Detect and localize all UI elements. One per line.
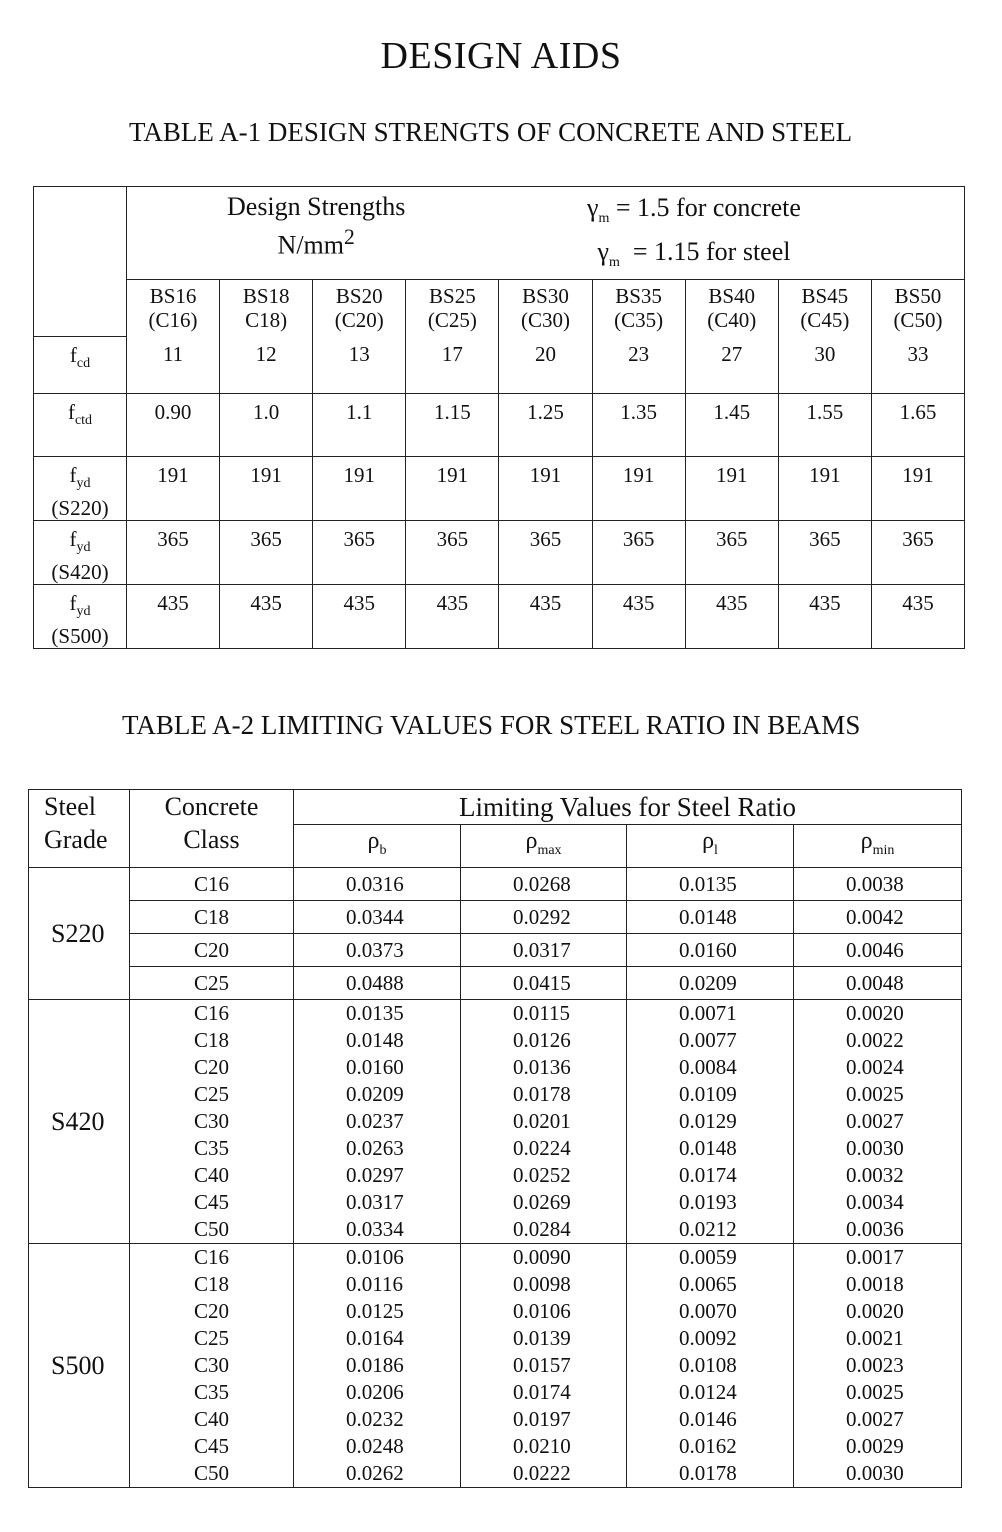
row-label bbox=[34, 393, 127, 456]
concrete-class-cell: C45 bbox=[130, 1189, 294, 1216]
table-cell: 191 bbox=[313, 456, 406, 520]
table-cell: 11 bbox=[127, 336, 220, 393]
concrete-class-cell: C18 bbox=[130, 1027, 294, 1054]
table-cell: 12 bbox=[220, 336, 313, 393]
gamma-sub: m bbox=[608, 255, 620, 271]
ratio-cell: 0.0106 bbox=[294, 1244, 461, 1272]
ratio-cell: 0.0034 bbox=[794, 1189, 962, 1216]
grade-header-bs30 bbox=[499, 280, 592, 337]
ratio-cell: 0.0269 bbox=[461, 1189, 627, 1216]
page-title: DESIGN AIDS bbox=[380, 35, 622, 77]
grade-c-label: C18) bbox=[245, 308, 288, 332]
table-row bbox=[29, 1054, 962, 1081]
row-label bbox=[34, 520, 127, 584]
table-cell: 1.45 bbox=[685, 393, 778, 456]
ratio-cell: 0.0209 bbox=[627, 967, 794, 1000]
concrete-class-cell: C40 bbox=[130, 1406, 294, 1433]
ratio-cell: 0.0157 bbox=[461, 1352, 627, 1379]
table-cell: 191 bbox=[778, 456, 871, 520]
table-a2-caption: TABLE A-2 LIMITING VALUES FOR STEEL RATIO IN BEAMS bbox=[122, 710, 861, 740]
row-symbol: f bbox=[69, 526, 77, 551]
ratio-cell: 0.0030 bbox=[794, 1135, 962, 1162]
ratio-cell: 0.0084 bbox=[627, 1054, 794, 1081]
grade-c-label: (C25) bbox=[427, 308, 477, 332]
table-a1-caption: TABLE A-1 DESIGN STRENGTS OF CONCRETE AND STEEL bbox=[129, 117, 853, 147]
table-cell: 365 bbox=[592, 520, 685, 584]
ratio-cell: 0.0046 bbox=[794, 934, 962, 967]
table-cell: 27 bbox=[685, 336, 778, 393]
table-row bbox=[29, 1271, 962, 1298]
table-a2 bbox=[28, 789, 962, 1488]
grade-c-label: (C35) bbox=[614, 308, 664, 332]
ratio-cell: 0.0317 bbox=[461, 934, 627, 967]
concrete-header-line1: Concrete bbox=[164, 792, 259, 821]
ratio-cell: 0.0021 bbox=[794, 1325, 962, 1352]
concrete-class-cell: C20 bbox=[130, 1298, 294, 1325]
row-symbol: f bbox=[67, 399, 75, 424]
ratio-cell: 0.0373 bbox=[294, 934, 461, 967]
ratio-cell: 0.0135 bbox=[294, 1000, 461, 1028]
row-symbol-sub: yd bbox=[76, 475, 91, 491]
ratio-cell: 0.0030 bbox=[794, 1460, 962, 1488]
ratio-cell: 0.0186 bbox=[294, 1352, 461, 1379]
grade-c-label: (C16) bbox=[148, 308, 198, 332]
table-cell: 191 bbox=[499, 456, 592, 520]
header-line-1: Design Strengths bbox=[227, 192, 406, 221]
ratio-cell: 0.0148 bbox=[627, 1135, 794, 1162]
grade-c-label: (C30) bbox=[520, 308, 570, 332]
grade-header-bs25 bbox=[406, 280, 499, 337]
ratio-cell: 0.0178 bbox=[461, 1081, 627, 1108]
row-label bbox=[34, 584, 127, 648]
table-row bbox=[34, 393, 965, 456]
table-cell: 191 bbox=[685, 456, 778, 520]
concrete-class-header bbox=[130, 790, 294, 868]
rho-l-header bbox=[627, 825, 794, 868]
concrete-class-cell: C50 bbox=[130, 1460, 294, 1488]
ratio-cell: 0.0108 bbox=[627, 1352, 794, 1379]
table-row bbox=[29, 901, 962, 934]
row-label bbox=[34, 336, 127, 393]
row-symbol-sub: yd bbox=[76, 604, 91, 620]
concrete-class-cell: C40 bbox=[130, 1162, 294, 1189]
ratio-cell: 0.0193 bbox=[627, 1189, 794, 1216]
ratio-cell: 0.0178 bbox=[627, 1460, 794, 1488]
ratio-cell: 0.0136 bbox=[461, 1054, 627, 1081]
rho-symbol: ρ bbox=[367, 828, 380, 855]
ratio-cell: 0.0070 bbox=[627, 1298, 794, 1325]
ratio-cell: 0.0237 bbox=[294, 1108, 461, 1135]
grade-c-label: (C45) bbox=[800, 308, 850, 332]
concrete-class-cell: C25 bbox=[130, 1325, 294, 1352]
table-row bbox=[29, 868, 962, 901]
ratio-cell: 0.0032 bbox=[794, 1162, 962, 1189]
corner-cell bbox=[34, 187, 127, 337]
ratio-cell: 0.0201 bbox=[461, 1108, 627, 1135]
header-units-sup: 2 bbox=[344, 225, 355, 249]
ratio-cell: 0.0160 bbox=[627, 934, 794, 967]
ratio-cell: 0.0160 bbox=[294, 1054, 461, 1081]
ratio-cell: 0.0148 bbox=[627, 901, 794, 934]
gamma-steel-text: = 1.15 for steel bbox=[632, 237, 791, 267]
table-cell: 365 bbox=[406, 520, 499, 584]
gamma-concrete bbox=[587, 191, 801, 235]
ratio-cell: 0.0488 bbox=[294, 967, 461, 1000]
grade-header-bs35 bbox=[592, 280, 685, 337]
concrete-class-cell: C25 bbox=[130, 967, 294, 1000]
ratio-cell: 0.0174 bbox=[461, 1379, 627, 1406]
grade-c-label: (C40) bbox=[707, 308, 757, 332]
ratio-cell: 0.0297 bbox=[294, 1162, 461, 1189]
grade-bs-label: BS50 bbox=[894, 284, 942, 308]
ratio-cell: 0.0210 bbox=[461, 1433, 627, 1460]
table-cell: 365 bbox=[220, 520, 313, 584]
table-cell: 365 bbox=[127, 520, 220, 584]
ratio-cell: 0.0222 bbox=[461, 1460, 627, 1488]
row-symbol: f bbox=[69, 462, 77, 487]
row-steel-grade: (S420) bbox=[51, 559, 109, 584]
steel-grade-s500: S500 bbox=[29, 1244, 130, 1488]
table-cell: 20 bbox=[499, 336, 592, 393]
ratio-cell: 0.0022 bbox=[794, 1027, 962, 1054]
rho-sub: l bbox=[714, 842, 718, 858]
table-cell: 23 bbox=[592, 336, 685, 393]
concrete-class-cell: C20 bbox=[130, 934, 294, 967]
gamma-sub: m bbox=[598, 211, 610, 227]
ratio-cell: 0.0129 bbox=[627, 1108, 794, 1135]
ratio-cell: 0.0027 bbox=[794, 1108, 962, 1135]
ratio-cell: 0.0232 bbox=[294, 1406, 461, 1433]
ratio-cell: 0.0038 bbox=[794, 868, 962, 901]
ratio-cell: 0.0077 bbox=[627, 1027, 794, 1054]
ratio-cell: 0.0020 bbox=[794, 1000, 962, 1028]
table-row bbox=[34, 336, 965, 393]
grade-bs-label: BS16 bbox=[149, 284, 197, 308]
ratio-cell: 0.0334 bbox=[294, 1216, 461, 1244]
ratio-cell: 0.0023 bbox=[794, 1352, 962, 1379]
grade-bs-label: BS45 bbox=[801, 284, 849, 308]
steel-header-line1: Steel bbox=[44, 792, 96, 821]
table-cell: 30 bbox=[778, 336, 871, 393]
design-strengths-label bbox=[227, 191, 405, 261]
ratio-cell: 0.0090 bbox=[461, 1244, 627, 1272]
table-a1 bbox=[33, 186, 965, 649]
table-cell: 191 bbox=[592, 456, 685, 520]
grade-bs-label: BS25 bbox=[429, 284, 476, 308]
ratio-cell: 0.0415 bbox=[461, 967, 627, 1000]
ratio-cell: 0.0124 bbox=[627, 1379, 794, 1406]
gamma-steel bbox=[587, 235, 801, 279]
row-symbol-sub: yd bbox=[76, 539, 91, 555]
ratio-cell: 0.0316 bbox=[294, 868, 461, 901]
table-cell: 191 bbox=[127, 456, 220, 520]
table-row bbox=[29, 1406, 962, 1433]
table-row bbox=[29, 1379, 962, 1406]
ratio-cell: 0.0148 bbox=[294, 1027, 461, 1054]
ratio-cell: 0.0252 bbox=[461, 1162, 627, 1189]
table-cell: 365 bbox=[871, 520, 964, 584]
table-row bbox=[29, 967, 962, 1000]
grade-header-bs50 bbox=[871, 280, 964, 337]
ratio-cell: 0.0126 bbox=[461, 1027, 627, 1054]
table-cell: 1.55 bbox=[778, 393, 871, 456]
ratio-cell: 0.0065 bbox=[627, 1271, 794, 1298]
table-cell: 0.90 bbox=[127, 393, 220, 456]
table-row bbox=[34, 456, 965, 520]
steel-grade-header bbox=[29, 790, 130, 868]
grade-header-bs18 bbox=[220, 280, 313, 337]
gamma-concrete-text: = 1.5 for concrete bbox=[615, 193, 801, 222]
rho-sub: max bbox=[537, 842, 562, 858]
table-cell: 435 bbox=[220, 584, 313, 648]
table-cell: 435 bbox=[499, 584, 592, 648]
ratio-cell: 0.0116 bbox=[294, 1271, 461, 1298]
ratio-cell: 0.0174 bbox=[627, 1162, 794, 1189]
grade-header-bs20 bbox=[313, 280, 406, 337]
table-row bbox=[29, 1000, 962, 1028]
table-row bbox=[34, 520, 965, 584]
ratio-cell: 0.0115 bbox=[461, 1000, 627, 1028]
concrete-class-cell: C16 bbox=[130, 868, 294, 901]
gamma-symbol: γ bbox=[597, 237, 609, 267]
grade-header-bs40 bbox=[685, 280, 778, 337]
row-label bbox=[34, 456, 127, 520]
grade-c-label: (C20) bbox=[334, 308, 384, 332]
row-symbol: f bbox=[69, 342, 77, 367]
table-row bbox=[29, 1162, 962, 1189]
ratio-cell: 0.0284 bbox=[461, 1216, 627, 1244]
ratio-cell: 0.0317 bbox=[294, 1189, 461, 1216]
concrete-class-cell: C30 bbox=[130, 1108, 294, 1135]
concrete-class-cell: C35 bbox=[130, 1135, 294, 1162]
rho-sub: b bbox=[379, 842, 387, 858]
row-steel-grade: (S220) bbox=[51, 495, 109, 520]
table-row bbox=[29, 1189, 962, 1216]
table-row bbox=[29, 1108, 962, 1135]
table-row bbox=[29, 1433, 962, 1460]
ratio-cell: 0.0071 bbox=[627, 1000, 794, 1028]
ratio-cell: 0.0125 bbox=[294, 1298, 461, 1325]
ratio-cell: 0.0018 bbox=[794, 1271, 962, 1298]
concrete-class-cell: C16 bbox=[130, 1000, 294, 1028]
table-cell: 435 bbox=[406, 584, 499, 648]
concrete-class-cell: C35 bbox=[130, 1379, 294, 1406]
ratio-cell: 0.0224 bbox=[461, 1135, 627, 1162]
table-cell: 365 bbox=[685, 520, 778, 584]
steel-grade-s420: S420 bbox=[29, 1000, 130, 1244]
table-cell: 33 bbox=[871, 336, 964, 393]
table-row bbox=[29, 934, 962, 967]
table-row bbox=[29, 1244, 962, 1272]
ratio-cell: 0.0092 bbox=[627, 1325, 794, 1352]
ratio-cell: 0.0029 bbox=[794, 1433, 962, 1460]
table-cell: 1.65 bbox=[871, 393, 964, 456]
ratio-cell: 0.0109 bbox=[627, 1081, 794, 1108]
ratio-cell: 0.0162 bbox=[627, 1433, 794, 1460]
rho-min-header bbox=[794, 825, 962, 868]
ratio-cell: 0.0020 bbox=[794, 1298, 962, 1325]
ratio-cell: 0.0017 bbox=[794, 1244, 962, 1272]
concrete-class-cell: C45 bbox=[130, 1433, 294, 1460]
table-cell: 365 bbox=[778, 520, 871, 584]
steel-grade-s220: S220 bbox=[29, 868, 130, 1000]
table-cell: 191 bbox=[220, 456, 313, 520]
table-cell: 13 bbox=[313, 336, 406, 393]
table-cell: 17 bbox=[406, 336, 499, 393]
concrete-class-cell: C16 bbox=[130, 1244, 294, 1272]
rho-sub: min bbox=[872, 842, 895, 858]
table-cell: 1.25 bbox=[499, 393, 592, 456]
table-row bbox=[29, 1325, 962, 1352]
ratio-cell: 0.0042 bbox=[794, 901, 962, 934]
concrete-class-cell: C50 bbox=[130, 1216, 294, 1244]
row-symbol: f bbox=[69, 590, 77, 615]
concrete-header-line2: Class bbox=[183, 825, 240, 854]
row-symbol-sub: ctd bbox=[74, 412, 93, 428]
grade-bs-label: BS18 bbox=[242, 284, 290, 308]
rho-max-header bbox=[461, 825, 627, 868]
table-cell: 191 bbox=[406, 456, 499, 520]
table-cell: 1.1 bbox=[313, 393, 406, 456]
concrete-class-cell: C20 bbox=[130, 1054, 294, 1081]
table-row bbox=[29, 1027, 962, 1054]
table-cell: 365 bbox=[499, 520, 592, 584]
table-row bbox=[34, 584, 965, 648]
grade-header-bs45 bbox=[778, 280, 871, 337]
grade-header-bs16 bbox=[127, 280, 220, 337]
table-cell: 435 bbox=[592, 584, 685, 648]
ratio-cell: 0.0292 bbox=[461, 901, 627, 934]
rho-symbol: ρ bbox=[860, 828, 873, 855]
ratio-cell: 0.0036 bbox=[794, 1216, 962, 1244]
ratio-cell: 0.0344 bbox=[294, 901, 461, 934]
grade-bs-label: BS40 bbox=[708, 284, 756, 308]
grade-bs-label: BS20 bbox=[335, 284, 383, 308]
row-steel-grade: (S500) bbox=[51, 624, 109, 649]
ratio-cell: 0.0268 bbox=[461, 868, 627, 901]
ratio-cell: 0.0059 bbox=[627, 1244, 794, 1272]
steel-header-line2: Grade bbox=[44, 825, 108, 854]
table-cell: 435 bbox=[685, 584, 778, 648]
ratio-cell: 0.0209 bbox=[294, 1081, 461, 1108]
ratio-cell: 0.0027 bbox=[794, 1406, 962, 1433]
ratio-cell: 0.0048 bbox=[794, 967, 962, 1000]
rho-symbol: ρ bbox=[525, 828, 538, 855]
table-row bbox=[29, 1352, 962, 1379]
table-row bbox=[29, 1460, 962, 1488]
gamma-factors bbox=[587, 191, 801, 279]
table-cell: 365 bbox=[313, 520, 406, 584]
table-row bbox=[29, 1298, 962, 1325]
ratio-cell: 0.0212 bbox=[627, 1216, 794, 1244]
rho-symbol: ρ bbox=[702, 828, 715, 855]
table-cell: 191 bbox=[871, 456, 964, 520]
table-cell: 1.0 bbox=[220, 393, 313, 456]
ratio-cell: 0.0146 bbox=[627, 1406, 794, 1433]
concrete-class-cell: C25 bbox=[130, 1081, 294, 1108]
table-cell: 435 bbox=[127, 584, 220, 648]
concrete-class-cell: C18 bbox=[130, 901, 294, 934]
grade-c-label: (C50) bbox=[893, 308, 943, 332]
ratio-cell: 0.0024 bbox=[794, 1054, 962, 1081]
table-cell: 435 bbox=[778, 584, 871, 648]
ratio-cell: 0.0106 bbox=[461, 1298, 627, 1325]
concrete-class-cell: C18 bbox=[130, 1271, 294, 1298]
table-cell: 1.35 bbox=[592, 393, 685, 456]
ratio-cell: 0.0197 bbox=[461, 1406, 627, 1433]
header-units: N/mm bbox=[277, 230, 344, 260]
row-symbol-sub: cd bbox=[76, 355, 91, 371]
ratio-cell: 0.0262 bbox=[294, 1460, 461, 1488]
limiting-values-header: Limiting Values for Steel Ratio bbox=[294, 790, 962, 825]
table-cell: 1.15 bbox=[406, 393, 499, 456]
table-cell: 435 bbox=[313, 584, 406, 648]
table-row bbox=[29, 1216, 962, 1244]
ratio-cell: 0.0248 bbox=[294, 1433, 461, 1460]
ratio-cell: 0.0098 bbox=[461, 1271, 627, 1298]
ratio-cell: 0.0206 bbox=[294, 1379, 461, 1406]
table-row bbox=[29, 1135, 962, 1162]
ratio-cell: 0.0025 bbox=[794, 1379, 962, 1406]
table-row bbox=[29, 1081, 962, 1108]
grade-bs-label: BS35 bbox=[615, 284, 662, 308]
ratio-cell: 0.0139 bbox=[461, 1325, 627, 1352]
gamma-symbol: γ bbox=[587, 193, 599, 222]
design-strengths-header bbox=[127, 187, 965, 280]
table-cell: 435 bbox=[871, 584, 964, 648]
ratio-cell: 0.0135 bbox=[627, 868, 794, 901]
concrete-class-cell: C30 bbox=[130, 1352, 294, 1379]
ratio-cell: 0.0263 bbox=[294, 1135, 461, 1162]
rho-b-header bbox=[294, 825, 461, 868]
ratio-cell: 0.0164 bbox=[294, 1325, 461, 1352]
grade-bs-label: BS30 bbox=[522, 284, 569, 308]
ratio-cell: 0.0025 bbox=[794, 1081, 962, 1108]
